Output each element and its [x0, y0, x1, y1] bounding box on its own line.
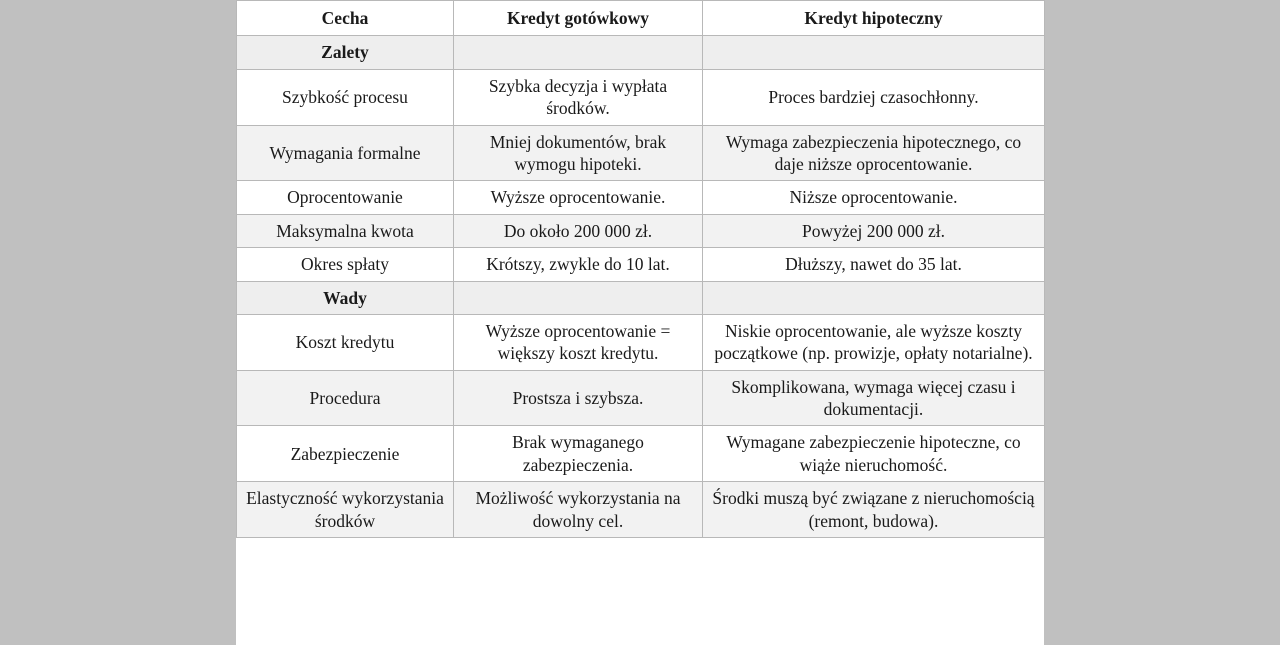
- table-section-row: [237, 36, 1045, 69]
- cell-feature: Szybkość procesu: [237, 69, 454, 125]
- cell-cash-loan: Krótszy, zwykle do 10 lat.: [454, 248, 703, 281]
- table-row: [237, 482, 1045, 538]
- column-header-mortgage-loan: Kredyt hipoteczny: [703, 1, 1045, 36]
- cell-feature: Elastyczność wykorzystania środków: [237, 482, 454, 538]
- table-row: [237, 125, 1045, 181]
- comparison-table: [236, 0, 1045, 538]
- left-margin: [0, 0, 236, 645]
- cell-mortgage-loan: Środki muszą być związane z nieruchomością (remont, budowa).: [703, 482, 1045, 538]
- cell-cash-loan: Prostsza i szybsza.: [454, 370, 703, 426]
- cell-feature: Okres spłaty: [237, 248, 454, 281]
- cell-mortgage-loan: [703, 281, 1045, 314]
- cell-cash-loan: Wyższe oprocentowanie = większy koszt kredytu.: [454, 314, 703, 370]
- table-header: [237, 1, 1045, 36]
- cell-mortgage-loan: Wymaga zabezpieczenia hipotecznego, co daje niższe oprocentowanie.: [703, 125, 1045, 181]
- cell-cash-loan: Mniej dokumentów, brak wymogu hipoteki.: [454, 125, 703, 181]
- cell-feature: Procedura: [237, 370, 454, 426]
- table-row: [237, 248, 1045, 281]
- cell-mortgage-loan: Niskie oprocentowanie, ale wyższe koszty początkowe (np. prowizje, opłaty notarialne).: [703, 314, 1045, 370]
- cell-mortgage-loan: Dłuższy, nawet do 35 lat.: [703, 248, 1045, 281]
- cell-feature: Zalety: [237, 36, 454, 69]
- cell-cash-loan: Do około 200 000 zł.: [454, 214, 703, 247]
- cell-cash-loan: [454, 281, 703, 314]
- table-row: [237, 314, 1045, 370]
- cell-mortgage-loan: [703, 36, 1045, 69]
- cell-cash-loan: Brak wymaganego zabezpieczenia.: [454, 426, 703, 482]
- table-row: [237, 426, 1045, 482]
- cell-feature: Koszt kredytu: [237, 314, 454, 370]
- cell-mortgage-loan: Powyżej 200 000 zł.: [703, 214, 1045, 247]
- table-header-row: [237, 1, 1045, 36]
- table-row: [237, 370, 1045, 426]
- cell-cash-loan: Możliwość wykorzystania na dowolny cel.: [454, 482, 703, 538]
- cell-feature: Zabezpieczenie: [237, 426, 454, 482]
- cell-feature: Wymagania formalne: [237, 125, 454, 181]
- table-body: [237, 36, 1045, 538]
- cell-cash-loan: [454, 36, 703, 69]
- cell-mortgage-loan: Niższe oprocentowanie.: [703, 181, 1045, 214]
- cell-feature: Wady: [237, 281, 454, 314]
- cell-mortgage-loan: Skomplikowana, wymaga więcej czasu i dokumentacji.: [703, 370, 1045, 426]
- column-header-cash-loan: Kredyt gotówkowy: [454, 1, 703, 36]
- table-section-row: [237, 281, 1045, 314]
- comparison-table-container: [236, 0, 1044, 645]
- cell-cash-loan: Wyższe oprocentowanie.: [454, 181, 703, 214]
- cell-cash-loan: Szybka decyzja i wypłata środków.: [454, 69, 703, 125]
- cell-feature: Oprocentowanie: [237, 181, 454, 214]
- right-margin: [1044, 0, 1280, 645]
- cell-mortgage-loan: Proces bardziej czasochłonny.: [703, 69, 1045, 125]
- cell-feature: Maksymalna kwota: [237, 214, 454, 247]
- table-row: [237, 214, 1045, 247]
- table-row: [237, 181, 1045, 214]
- table-row: [237, 69, 1045, 125]
- column-header-feature: Cecha: [237, 1, 454, 36]
- cell-mortgage-loan: Wymagane zabezpieczenie hipoteczne, co wiąże nieruchomość.: [703, 426, 1045, 482]
